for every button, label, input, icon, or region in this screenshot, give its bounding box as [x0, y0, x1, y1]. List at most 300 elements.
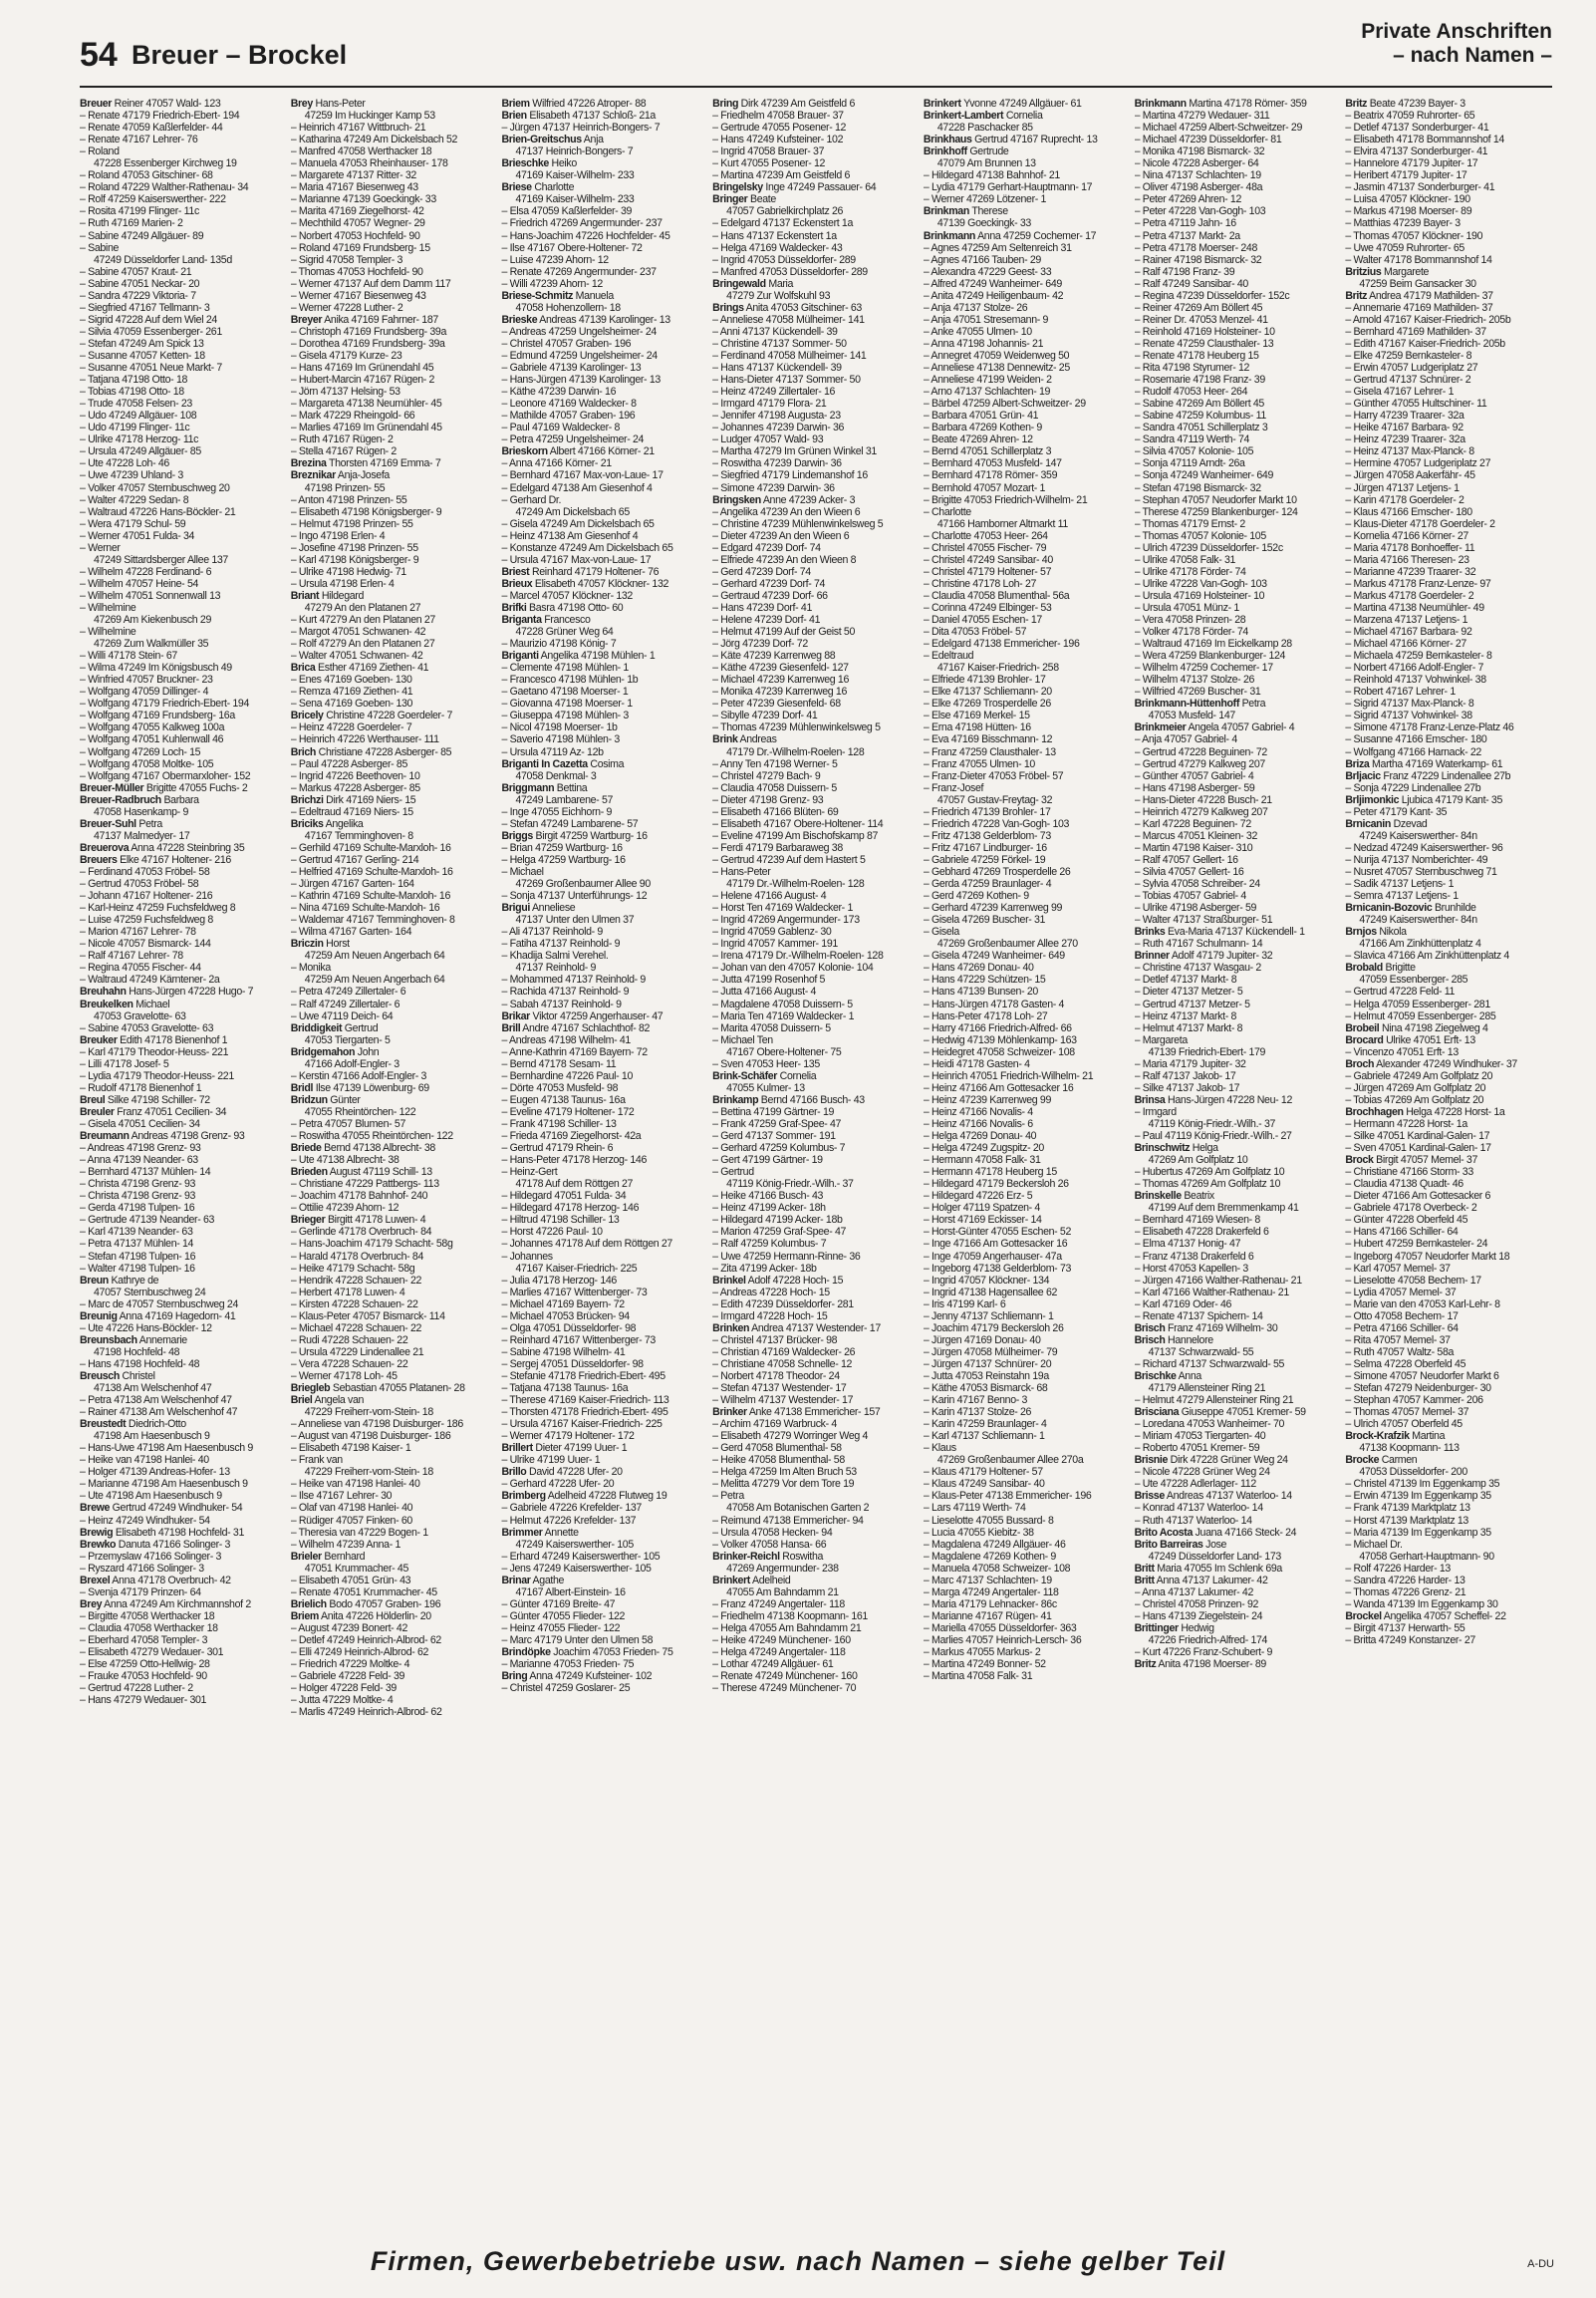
directory-entry: – Holger 47119 Spatzen- 4	[923, 1202, 1040, 1215]
directory-entry: Brock Birgit 47057 Memel- 37	[1345, 1154, 1478, 1167]
surname: Brinkhaus	[923, 134, 972, 146]
directory-entry: – Roland 47229 Walther-Rathenau- 34	[80, 181, 249, 194]
directory-entry: – Anja 47051 Stresemann- 9	[923, 313, 1049, 326]
directory-entry: Breuer-Suhl Petra	[80, 817, 162, 830]
directory-entry: – Kirsten 47228 Schauen- 22	[290, 1297, 418, 1310]
surname: Breuers	[80, 853, 118, 866]
directory-entry: – Jürgen 47167 Garten- 164	[290, 878, 414, 891]
directory-entry: – Lydia 47179 Gerhart-Hauptmann- 17	[923, 181, 1093, 194]
directory-entry: – Heinz 47166 Novalis- 6	[923, 1117, 1033, 1130]
surname: Brey	[80, 1597, 103, 1610]
directory-entry: – Markus 47178 Goerdeler- 2	[1345, 589, 1474, 602]
directory-entry: – Ludger 47057 Wald- 93	[712, 433, 824, 446]
surname: Briem	[501, 98, 530, 110]
directory-entry: Brink-Schäfer Cornelia	[712, 1069, 817, 1082]
directory-entry: Brieden August 47119 Schill- 13	[290, 1166, 432, 1179]
directory-entry: – Brigitte 47053 Friedrich-Wilhelm- 21	[923, 493, 1088, 506]
directory-entry: – Heinz 47249 Zillertaler- 16	[712, 386, 836, 399]
directory-entry: 47169 Kaiser-Wilhelm- 233	[515, 193, 635, 206]
directory-entry: – Helmut 47059 Essenberger- 285	[1345, 1009, 1496, 1022]
directory-entry: – Günther 47055 Hultschiner- 11	[1345, 398, 1487, 411]
directory-entry: – Ute 47226 Hans-Böckler- 12	[80, 1321, 212, 1334]
directory-entry: – Sven 47053 Heer- 135	[712, 1057, 820, 1070]
surname: Brigui	[501, 902, 530, 915]
directory-entry: – Frank 47198 Schiller- 13	[501, 1117, 617, 1130]
directory-entry: 47229 Freiherr-vom-Stein- 18	[304, 1406, 433, 1419]
directory-entry: – Elke 47259 Bernkasteler- 8	[1345, 349, 1472, 362]
surname: Breznikar	[290, 469, 336, 482]
directory-entry: Briegleb Sebastian 47055 Platanen- 28	[290, 1382, 465, 1395]
directory-entry: – Hendrik 47228 Schauen- 22	[290, 1274, 422, 1287]
directory-entry: 47269 Zum Walkmüller 35	[94, 638, 209, 651]
directory-entry: – Mathilde 47057 Graben- 196	[501, 410, 636, 423]
directory-entry: – Gisela 47269 Buscher- 31	[923, 914, 1046, 927]
directory-entry: – Franz 47259 Clausthaler- 13	[923, 745, 1056, 758]
directory-entry: – Vincenzo 47051 Erft- 13	[1345, 1045, 1459, 1058]
directory-entry: Brinsa Hans-Jürgen 47228 Neu- 12	[1134, 1093, 1292, 1106]
directory-entry: – Gertrud 47279 Kalkweg 207	[1134, 757, 1265, 770]
directory-entry: – Hans-Dieter 47137 Sommer- 50	[712, 374, 861, 387]
directory-entry: – Heinz 47055 Flieder- 122	[501, 1621, 621, 1634]
directory-entry: – Ursula 47167 Kaiser-Friedrich- 225	[501, 1418, 663, 1431]
directory-entry: Briel Angela van	[290, 1394, 365, 1407]
directory-entry: – Ryszard 47166 Solinger- 3	[80, 1562, 204, 1575]
directory-entry: – Wilhelm 47239 Anna- 1	[290, 1538, 401, 1551]
directory-entry: – Franz-Dieter 47053 Fröbel- 57	[923, 769, 1064, 782]
directory-entry: – Helga 47269 Donau- 40	[923, 1130, 1037, 1143]
directory-entry: – Gerd 47239 Dorf- 74	[712, 565, 811, 578]
directory-entry: – Otto 47058 Bechem- 17	[1345, 1309, 1459, 1322]
directory-entry: – Regina 47239 Düsseldorfer- 152c	[1134, 289, 1290, 302]
directory-entry: – Andreas 47198 Grenz- 93	[80, 1142, 201, 1155]
directory-entry: – Johannes 47178 Auf dem Röttgen 27	[501, 1238, 672, 1251]
surname: Briganta	[501, 614, 542, 627]
directory-entry: Briciks Angelika	[290, 817, 364, 830]
directory-entry: – Werner 47228 Luther- 2	[290, 301, 403, 314]
directory-entry: – Walter 47229 Sedan- 8	[80, 493, 189, 506]
directory-entry: – Annemarie 47169 Mathilden- 37	[1345, 301, 1493, 314]
directory-entry: Brnicanin-Bozovic Brunhilde	[1345, 902, 1476, 915]
directory-entry: – Andreas 47198 Wilhelm- 41	[501, 1033, 631, 1046]
directory-entry: – Ingrid 47226 Beethoven- 10	[290, 769, 420, 782]
directory-entry: – Thomas 47053 Hochfeld- 90	[290, 265, 423, 278]
directory-entry: – Ingrid 47057 Klöckner- 134	[923, 1274, 1050, 1287]
directory-entry: – Kurt 47279 An den Platanen 27	[290, 614, 435, 627]
directory-entry: – August van 47198 Duisburger- 186	[290, 1430, 451, 1443]
surname: Britz	[1134, 1658, 1157, 1671]
directory-entry: – Martin 47198 Kaiser- 310	[1134, 841, 1253, 854]
directory-entry: – Ursula 47119 Az- 12b	[501, 745, 604, 758]
directory-entry: 47179 Dr.-Wilhelm-Roelen- 128	[726, 745, 865, 758]
directory-entry: – Rudi 47228 Schauen- 22	[290, 1333, 408, 1346]
directory-entry: – Reinhold 47169 Holsteiner- 10	[1134, 325, 1275, 338]
directory-entry: – Jasmin 47137 Sonderburger- 41	[1345, 181, 1495, 194]
directory-entry: 47137 Heinrich-Bongers- 7	[515, 145, 634, 158]
directory-entry: – Heidi 47178 Gasten- 4	[923, 1057, 1030, 1070]
directory-entry: – Thomas 47057 Kolonie- 105	[1134, 529, 1266, 542]
surname: Brobald	[1345, 962, 1383, 975]
directory-entry: – Christiane 47229 Pattbergs- 113	[290, 1178, 439, 1191]
directory-entry: Brinker-Reichl Roswitha	[712, 1550, 824, 1563]
directory-entry: – Hildegard 47199 Acker- 18b	[712, 1214, 843, 1227]
directory-entry: – Gertrud 47239 Auf dem Hastert 5	[712, 853, 866, 866]
directory-entry: – Lieselotte 47055 Bussard- 8	[923, 1514, 1054, 1527]
directory-entry: – Peter 47179 Kant- 35	[1345, 805, 1448, 818]
directory-entry: – Horst Ten 47169 Waldecker- 1	[712, 902, 853, 915]
directory-entry: Brey Anna 47249 Am Kirchmannshof 2	[80, 1597, 251, 1610]
directory-entry: – Renate 47137 Spichern- 14	[1134, 1309, 1263, 1322]
directory-entry: – Sonja 47229 Lindenallee 27b	[1345, 781, 1481, 794]
directory-entry: – Uwe 47259 Hermann-Rinne- 36	[712, 1250, 861, 1263]
directory-entry: Brinkert Yvonne 47249 Allgäuer- 61	[923, 98, 1082, 110]
directory-entry: – Konstanze 47249 Am Dickelsbach 65	[501, 541, 673, 554]
directory-entry: – Christel 47057 Graben- 196	[501, 337, 632, 350]
directory-entry: – Gaetano 47198 Moerser- 1	[501, 686, 629, 699]
directory-entry: – Sonja 47137 Unterführungs- 12	[501, 890, 648, 903]
directory-entry: – Edelgard 47138 Am Giesenhof 4	[501, 481, 653, 494]
directory-entry: – Nicol 47198 Moerser- 1b	[501, 721, 618, 734]
surname: Brimmer	[501, 1526, 543, 1539]
directory-entry: Brinkel Adolf 47228 Hoch- 15	[712, 1274, 844, 1287]
directory-entry: – Gerhild 47169 Schulte-Marxloh- 16	[290, 841, 451, 854]
directory-entry: 47198 Am Haesenbusch 9	[94, 1430, 210, 1443]
directory-entry: – Miriam 47053 Tiergarten- 40	[1134, 1430, 1266, 1443]
directory-entry: – Zita 47199 Acker- 18b	[712, 1262, 817, 1275]
directory-entry: – Waltraud 47249 Kärntener- 2a	[80, 974, 220, 987]
directory-entry: – Johannes 47239 Darwin- 36	[712, 422, 845, 434]
surname: Brinken	[712, 1321, 750, 1334]
directory-entry: – Käthe 47053 Bismarck- 68	[923, 1382, 1048, 1395]
directory-entry: – Rita 47057 Memel- 37	[1345, 1333, 1451, 1346]
directory-entry: – Marianne 47198 Am Haesenbusch 9	[80, 1478, 248, 1491]
directory-entry: – Reinhold 47137 Vohwinkel- 38	[1345, 674, 1486, 687]
directory-entry: – Helene 47166 August- 4	[712, 890, 827, 903]
surname: Brinkert	[712, 1574, 750, 1586]
directory-entry: – Bernd 47051 Schillerplatz 3	[923, 445, 1052, 458]
directory-entry: – Ralf 47198 Franz- 39	[1134, 265, 1235, 278]
surname: Brexel	[80, 1574, 111, 1586]
directory-entry: Bridzun Günter	[290, 1093, 361, 1106]
surname: Brinar	[501, 1574, 531, 1586]
directory-entry: – Arnold 47167 Kaiser-Friedrich- 205b	[1345, 313, 1511, 326]
directory-entry: – Ulrike 47198 Hedwig- 71	[290, 565, 406, 578]
directory-entry: 47199 Auf dem Bremmenkamp 41	[1148, 1202, 1299, 1215]
surname: Brinker	[712, 1406, 747, 1419]
surname: Briel	[290, 1394, 313, 1407]
surname: Brock	[1345, 1154, 1374, 1167]
directory-entry: – Gebhard 47269 Trosperdelle 26	[923, 866, 1071, 878]
directory-entry: – Wilhelm 47228 Ferdinand- 6	[80, 565, 212, 578]
directory-entry: – Petra	[712, 1490, 744, 1503]
page-number: 54	[80, 36, 118, 74]
directory-entry: Bridl Ilse 47139 Löwenburg- 69	[290, 1081, 429, 1094]
directory-entry: – Paul 47228 Asberger- 85	[290, 757, 408, 770]
directory-entry: – Wilhelm 47137 Stolze- 26	[1134, 674, 1255, 687]
directory-entry: – Oliver 47198 Asberger- 48a	[1134, 181, 1263, 194]
directory-entry: – Karl 47179 Theodor-Heuss- 221	[80, 1045, 229, 1058]
directory-entry: Brifki Basra 47198 Otto- 60	[501, 601, 624, 614]
surname: Briza	[1345, 757, 1370, 770]
directory-entry: – Roswitha 47239 Darwin- 36	[712, 457, 842, 470]
surname: Briest	[501, 565, 530, 578]
directory-entry: Briganti Angelika 47198 Mühlen- 1	[501, 650, 656, 663]
directory-entry: – Charlotte 47053 Heer- 264	[923, 529, 1048, 542]
surname: Brinkamp	[712, 1093, 759, 1106]
directory-entry: – Heidegret 47058 Schweizer- 108	[923, 1045, 1075, 1058]
directory-entry: – Bernd 47178 Sesam- 11	[501, 1057, 617, 1070]
directory-entry: – Hubert-Marcin 47167 Rügen- 2	[290, 374, 435, 387]
directory-entry: – Ingrid 47058 Brauer- 37	[712, 145, 825, 158]
directory-entry: – Klaus-Peter 47138 Emmericher- 196	[923, 1490, 1092, 1503]
directory-entry: Briganti In Cazetta Cosima	[501, 757, 625, 770]
surname: Brieger	[290, 1214, 326, 1227]
surname: Brieskorn	[501, 445, 548, 458]
directory-entry: – Marianne 47167 Rügen- 41	[923, 1609, 1052, 1622]
directory-entry: Brinkamp Bernd 47166 Busch- 43	[712, 1093, 865, 1106]
directory-entry: 47249 Sittardsberger Allee 137	[94, 553, 228, 566]
directory-entry: – Christine 47178 Loh- 27	[923, 577, 1037, 590]
surname: Briede	[290, 1142, 322, 1155]
directory-entry: – Ilse 47167 Obere-Holtener- 72	[501, 241, 643, 254]
directory-entry: 47229 Freiherr-vom-Stein- 18	[304, 1466, 433, 1479]
directory-entry: – Sena 47169 Goeben- 130	[290, 698, 413, 711]
directory-entry: Brochhagen Helga 47228 Horst- 1a	[1345, 1105, 1505, 1118]
directory-entry: – Karl 47139 Neander- 63	[80, 1226, 193, 1239]
directory-entry: – Heinrich 47279 Kalkweg 207	[1134, 805, 1268, 818]
directory-entry: – Thomas 47179 Ernst- 2	[1134, 517, 1245, 530]
directory-entry: – Claudia 47058 Duissern- 5	[712, 781, 837, 794]
surname: Bridgemahon	[290, 1045, 356, 1058]
directory-entry: – Nusret 47057 Sternbuschweg 71	[1345, 866, 1497, 878]
directory-entry: – Wera 47259 Blankenburger- 124	[1134, 650, 1286, 663]
directory-entry: – Sandra 47226 Harder- 13	[1345, 1574, 1465, 1586]
directory-entry: Bridgemahon John	[290, 1045, 380, 1058]
directory-entry: – Elisabeth 47167 Obere-Holtener- 114	[712, 817, 884, 830]
surname: Brinschwitz	[1134, 1142, 1191, 1155]
directory-entry: – Heinrich 47226 Werthauser- 111	[290, 733, 439, 746]
directory-entry: – Karl 47198 Königsberger- 9	[290, 553, 419, 566]
directory-entry: – Renate 47051 Krummacher- 45	[290, 1585, 437, 1598]
directory-entry: – Sabine 47051 Neckar- 20	[80, 277, 200, 290]
surname: Briant	[290, 589, 320, 602]
directory-entry: 47179 Dr.-Wilhelm-Roelen- 128	[726, 878, 865, 891]
surname: Brieux	[501, 577, 533, 590]
directory-entry: – Heike van 47198 Hanlei- 40	[80, 1454, 209, 1467]
directory-entry: – Roland	[80, 145, 120, 158]
directory-entry: – Nicole 47228 Asberger- 64	[1134, 157, 1259, 170]
directory-entry: – Gisela 47179 Kurze- 23	[290, 349, 402, 362]
directory-entry: – Nina 47169 Schulte-Marxloh- 16	[290, 902, 440, 915]
directory-entry: – Loredana 47053 Wanheimer- 70	[1134, 1418, 1285, 1431]
directory-entry: – Beate 47269 Ahren- 12	[923, 433, 1033, 446]
directory-entry: – Gabriele 47178 Overbeck- 2	[1345, 1202, 1477, 1215]
directory-entry: – Gabriele 47139 Karolinger- 13	[501, 362, 642, 375]
directory-entry: – Rosita 47199 Flinger- 11c	[80, 205, 199, 218]
directory-entry: – Vera 47058 Prinzen- 28	[1134, 614, 1246, 627]
directory-entry: Breuker Edith 47178 Bienenhof 1	[80, 1033, 228, 1046]
directory-entry: – Marianne 47139 Goeckingk- 33	[290, 193, 436, 206]
directory-entry: 47167 Kaiser-Friedrich- 258	[936, 662, 1059, 675]
directory-entry: – Margot 47051 Schwanen- 42	[290, 626, 426, 639]
directory-entry: – Tatjana 47138 Taunus- 16a	[501, 1382, 629, 1395]
directory-entry: – Maria 47179 Lehnacker- 86c	[923, 1597, 1057, 1610]
directory-entry: – Werner 47051 Fulda- 34	[80, 529, 195, 542]
surname: Briese-Schmitz	[501, 289, 574, 302]
directory-entry: – Christel 47179 Holtener- 57	[923, 565, 1052, 578]
directory-entry: – Elisabeth 47279 Worringer Weg 4	[712, 1430, 869, 1443]
directory-entry: – Herbert 47178 Luwen- 4	[290, 1286, 405, 1298]
directory-entry: – Marita 47058 Duissern- 5	[712, 1021, 831, 1034]
surname: Bring	[712, 98, 739, 110]
directory-entry: – Udo 47249 Allgäuer- 108	[80, 410, 197, 423]
directory-entry: – Fritz 47167 Lindburger- 16	[923, 841, 1047, 854]
directory-entry: – Michael 47239 Düsseldorfer- 81	[1134, 134, 1282, 146]
directory-entry: – Dieter 47198 Grenz- 93	[712, 793, 824, 806]
directory-entry: – Christa 47198 Grenz- 93	[80, 1178, 196, 1191]
directory-entry: – Anneliese 47138 Dennewitz- 25	[923, 362, 1070, 375]
directory-entry: – Anita 47249 Heiligenbaum- 42	[923, 289, 1064, 302]
directory-entry: – Ulrike 47058 Falk- 31	[1134, 553, 1236, 566]
directory-entry: – Wilhelmine	[80, 601, 136, 614]
directory-entry: Bringewald Maria	[712, 277, 794, 290]
directory-entry: – Markus 47178 Franz-Lenze- 97	[1345, 577, 1491, 590]
directory-entry: – Frank van	[290, 1454, 343, 1467]
directory-entry: – Marcel 47057 Klöckner- 132	[501, 589, 633, 602]
directory-entry: – Gisela 47167 Lehrer- 1	[1345, 386, 1455, 399]
directory-entry: 47053 Tiergarten- 5	[304, 1033, 391, 1046]
directory-entry: – Frieda 47169 Ziegelhorst- 42a	[501, 1130, 642, 1143]
directory-entry: – Annegret 47059 Weidenweg 50	[923, 349, 1070, 362]
directory-entry: – Elvira 47137 Sonderburger- 41	[1345, 145, 1488, 158]
directory-entry: – Ursula 47249 Allgäuer- 85	[80, 445, 201, 458]
directory-entry: – Franz-Josef	[923, 781, 984, 794]
directory-entry: – Marlis 47249 Heinrich-Albrod- 62	[290, 1706, 442, 1719]
directory-entry: – Heinrich 47051 Friedrich-Wilhelm- 21	[923, 1069, 1094, 1082]
directory-entry: – Helmut 47199 Auf der Geist 50	[712, 626, 856, 639]
directory-entry: 47137 Unter den Ulmen 37	[515, 914, 635, 927]
directory-entry: Briza Martha 47169 Waterkamp- 61	[1345, 757, 1503, 770]
name-range: Breuer – Brockel	[132, 40, 348, 70]
directory-entry: – Tobias 47057 Gabriel- 4	[1134, 890, 1246, 903]
directory-entry: – Siegfried 47167 Tellmann- 3	[80, 301, 210, 314]
directory-entry: – Michael Ten	[712, 1033, 773, 1046]
directory-entry: – Erwin 47057 Ludgeriplatz 27	[1345, 362, 1478, 375]
directory-entry: – Irena 47179 Dr.-Wilhelm-Roelen- 128	[712, 950, 884, 963]
directory-entry: – Bettina 47199 Gärtner- 19	[712, 1105, 835, 1118]
directory-entry: – Karl 47166 Walther-Rathenau- 21	[1134, 1286, 1289, 1298]
directory-entry: – Helga 47259 Im Alten Bruch 53	[712, 1466, 857, 1479]
directory-entry: Brinker Anke 47138 Emmericher- 157	[712, 1406, 881, 1419]
directory-entry: – Heinz 47138 Am Giesenhof 4	[501, 529, 639, 542]
directory-entry: Bringsken Anne 47239 Acker- 3	[712, 493, 856, 506]
directory-entry: – Friedrich 47139 Brohler- 17	[923, 805, 1051, 818]
directory-entry: – Hubert 47259 Bernkasteler- 24	[1345, 1238, 1488, 1251]
directory-entry: – Lars 47119 Werth- 74	[923, 1502, 1026, 1515]
directory-entry: – Gerhard 47239 Karrenweg 99	[923, 902, 1063, 915]
surname: Brinkhoff	[923, 145, 967, 158]
directory-entry: – Günter 47228 Oberfeld 45	[1345, 1214, 1468, 1227]
directory-entry: – Hans-Joachim 47226 Hochfelder- 45	[501, 229, 670, 242]
surname: Brochhagen	[1345, 1105, 1404, 1118]
directory-entry: – Luise 47259 Fuchsfeldweg 8	[80, 914, 213, 927]
directory-entry: – Bernhard 47169 Wiesen- 8	[1134, 1214, 1260, 1227]
directory-entry: 47228 Essenberger Kirchweg 19	[94, 157, 237, 170]
directory-entry: – Stefan 47198 Tulpen- 16	[80, 1250, 196, 1263]
directory-entry: – Semra 47137 Letjens- 1	[1345, 890, 1459, 903]
directory-entry: – Werner 47137 Auf dem Damm 117	[290, 277, 451, 290]
directory-entry: – Nicole 47228 Grüner Weg 24	[1134, 1466, 1270, 1479]
directory-entry: – Ralf 47259 Kolumbus- 7	[712, 1238, 827, 1251]
directory-entry: 47259 Beim Gansacker 30	[1359, 277, 1476, 290]
surname: Brockel	[1345, 1609, 1382, 1622]
directory-entry: – Petra 47166 Schiller- 64	[1345, 1321, 1459, 1334]
directory-entry: – Trude 47058 Felsen- 23	[80, 398, 192, 411]
directory-entry: – Werner 47178 Loh- 45	[290, 1369, 398, 1382]
directory-entry: – Petra 47137 Markt- 2a	[1134, 229, 1240, 242]
directory-entry: – Gerhard 47228 Ufer- 20	[501, 1478, 615, 1491]
directory-entry: – Manuela 47058 Schweizer- 108	[923, 1562, 1071, 1575]
directory-entry: – Helmut 47198 Prinzen- 55	[290, 517, 413, 530]
directory-entry: – Heike van 47198 Hanlei- 40	[290, 1478, 420, 1491]
directory-entry: – Karin 47137 Stolze- 26	[923, 1406, 1032, 1419]
directory-entry: – Magdalene 47269 Kothen- 9	[923, 1550, 1056, 1563]
directory-entry: – Gabriele 47226 Krefelder- 137	[501, 1502, 642, 1515]
surname: Brisciana	[1134, 1406, 1180, 1419]
directory-entry: – Heinz 47239 Traarer- 32a	[1345, 433, 1465, 446]
directory-entry: Brischke Anna	[1134, 1369, 1201, 1382]
directory-entry: – Gerd 47058 Blumenthal- 58	[712, 1442, 842, 1455]
directory-entry: 47137 Reinhold- 9	[515, 962, 597, 975]
directory-entry: – Christine 47137 Sommer- 50	[712, 337, 847, 350]
directory-entry: Breustedt Diedrich-Otto	[80, 1418, 186, 1431]
directory-entry: – Wilhelm 47137 Westender- 17	[712, 1394, 854, 1407]
directory-entry: – Alfred 47249 Wanheimer- 649	[923, 277, 1062, 290]
directory-entry: – Petra 47249 Zillertaler- 6	[290, 986, 406, 999]
surname: Brinker-Reichl	[712, 1550, 780, 1563]
directory-entry: Breunig Anna 47169 Hagedorn- 41	[80, 1309, 236, 1322]
directory-entry: – Saverio 47198 Mühlen- 3	[501, 733, 620, 746]
surname: Brinkmann	[923, 229, 976, 242]
directory-entry: – Christel 47249 Sansibar- 40	[923, 553, 1053, 566]
directory-entry: – Ingeborg 47057 Neudorfer Markt 18	[1345, 1250, 1510, 1263]
directory-entry: Brittinger Hedwig	[1134, 1621, 1214, 1634]
directory-entry: – Inge 47166 Am Gottesacker 16	[923, 1238, 1068, 1251]
directory-entry: – Erwin 47139 Im Eggenkamp 35	[1345, 1490, 1491, 1503]
directory-entry: – Lieselotte 47058 Bechem- 17	[1345, 1274, 1481, 1287]
directory-entry: – Heinz 47228 Goerdeler- 7	[290, 721, 412, 734]
directory-entry: – Helga 47059 Essenberger- 281	[1345, 998, 1490, 1010]
surname: Brielich	[290, 1597, 327, 1610]
directory-entry: – Angelika 47239 An den Wieen 6	[712, 505, 861, 518]
directory-entry: 47057 Gustav-Freytag- 32	[936, 793, 1053, 806]
directory-entry: Briem Anita 47226 Hölderlin- 20	[290, 1609, 431, 1622]
directory-entry: – Helmut 47279 Allensteiner Ring 21	[1134, 1394, 1294, 1407]
directory-entry: – Wolfgang 47167 Obermarxloher- 152	[80, 769, 251, 782]
directory-entry: – Sonja 47119 Arndt- 26a	[1134, 457, 1245, 470]
directory-entry: – Ute 47228 Adlerlager- 112	[1134, 1478, 1256, 1491]
directory-entry: – Ulrike 47198 Asberger- 59	[1134, 902, 1257, 915]
surname: Brinkmann-Hüttenhoff	[1134, 698, 1239, 711]
directory-entry: – Stefan 47249 Lambarene- 57	[501, 817, 639, 830]
directory-entry: 47166 Am Zinkhüttenplatz 4	[1359, 938, 1481, 951]
directory-entry: – Mechthild 47057 Wegner- 29	[290, 217, 425, 230]
directory-entry: – Helga 47259 Wartburg- 16	[501, 853, 626, 866]
directory-entry: – Hans-Jürgen 47178 Gasten- 4	[923, 998, 1065, 1010]
directory-entry: – Heike 47249 Münchener- 160	[712, 1634, 851, 1646]
directory-entry: – Hermine 47057 Ludgeriplatz 27	[1345, 457, 1491, 470]
surname: Briese	[501, 181, 532, 194]
directory-entry: – Heinz 47166 Novalis- 4	[923, 1105, 1033, 1118]
